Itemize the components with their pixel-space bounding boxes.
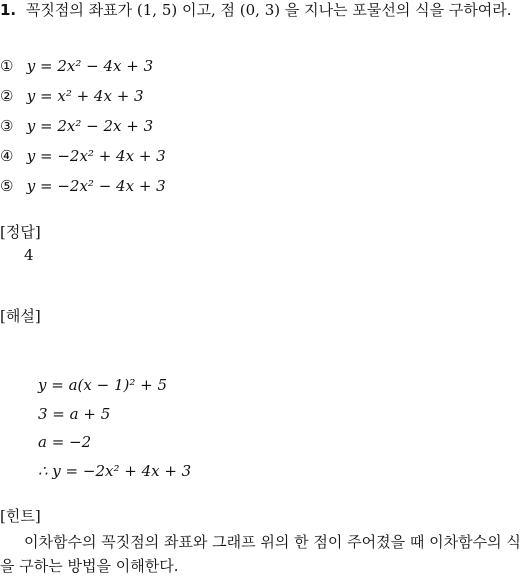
solution-line-4: ∴ y = −2x² + 4x + 3 (38, 462, 192, 480)
hint-label: [힌트] (0, 507, 41, 525)
choice-1-number: ① (0, 57, 14, 75)
answer-value: 4 (24, 246, 34, 264)
hint-text: 이차함수의 꼭짓점의 좌표와 그래프 위의 한 점이 주어졌을 때 이차함수의 식을 구하는 방법을 이해한다. (0, 533, 521, 575)
choice-5-number: ⑤ (0, 177, 14, 195)
choice-5-expression: y = −2x² − 4x + 3 (26, 177, 166, 195)
solution-line-2: 3 = a + 5 (38, 405, 111, 423)
choice-4 (0, 146, 166, 166)
solution-line-3: a = −2 (38, 433, 92, 451)
choice-3-expression: y = 2x² − 2x + 3 (26, 117, 154, 135)
choice-4-number: ④ (0, 147, 14, 165)
question-text: 꼭짓점의 좌표가 (1, 5) 이고, 점 (0, 3) 을 지나는 포물선의 식을 구하여라. (25, 1, 512, 19)
solution-line-1: y = a(x − 1)² + 5 (38, 376, 167, 394)
answer-label: [정답] (0, 223, 41, 241)
solution-label: [해설] (0, 307, 41, 325)
choice-2-number: ② (0, 87, 14, 105)
choice-1-expression: y = 2x² − 4x + 3 (26, 57, 154, 75)
choice-2-expression: y = x² + 4x + 3 (26, 87, 144, 105)
choice-3-number: ③ (0, 117, 14, 135)
choice-2 (0, 86, 144, 106)
choice-4-expression: y = −2x² + 4x + 3 (26, 147, 166, 165)
choice-1 (0, 56, 153, 76)
question-number: 1. (0, 1, 17, 19)
choice-5 (0, 176, 166, 196)
question (0, 0, 512, 20)
choice-3 (0, 116, 153, 136)
